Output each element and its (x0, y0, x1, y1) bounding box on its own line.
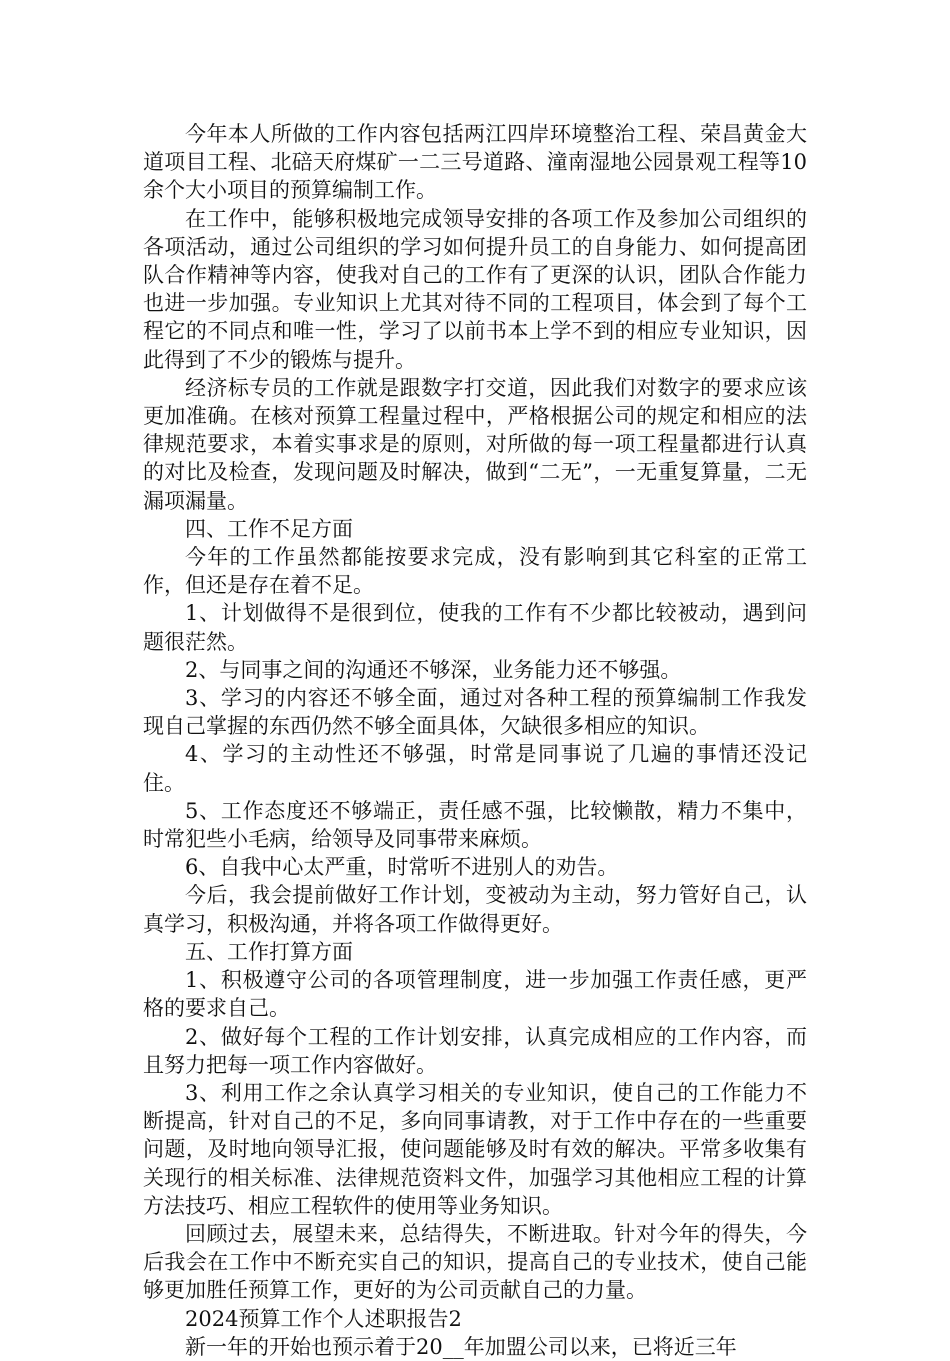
list-item-plan-3: 3、利用工作之余认真学习相关的专业知识，使自己的工作能力不断提高，针对自己的不足，多向同事请教，对于工作中存在的一些重要问题，及时地向领导汇报，使问题能够及时有效的解决。平常多收集有关现行的相关标准、法律规范资料文件，加强学习其他相应工程的计算方法技巧、相应工程软件的使用等业务知识。 (143, 1080, 807, 1218)
paragraph-work-attitude: 在工作中，能够积极地完成领导安排的各项工作及参加公司组织的各项活动，通过公司组织的学习如何提升员工的自身能力、如何提高团队合作精神等内容，使我对自己的工作有了更深的认识，团队合作能力也进一步加强。专业知识上尤其对待不同的工程项目，体会到了每个工程它的不同点和唯一性，学习了以前书本上学不到的相应专业知识，因此得到了不少的锻炼与提升。 (143, 206, 807, 372)
list-item-plan-2: 2、做好每个工程的工作计划安排，认真完成相应的工作内容，而且努力把每一项工作内容做好。 (143, 1024, 807, 1077)
document-body (143, 120, 807, 1361)
list-item-shortcoming-5: 5、工作态度还不够端正，责任感不强，比较懒散，精力不集中，时常犯些小毛病，给领导及同事带来麻烦。 (143, 798, 807, 852)
paragraph-accuracy: 经济标专员的工作就是跟数字打交道，因此我们对数字的要求应该更加准确。在核对预算工程量过程中，严格根据公司的规定和相应的法律规范要求，本着实事求是的原则，对所做的每一项工程量都进行认真的对比及检查，发现问题及时解决，做到“二无”，一无重复算量，二无漏项漏量。 (143, 375, 807, 513)
list-item-shortcoming-1: 1、计划做得不是很到位，使我的工作有不少都比较被动，遇到问题很茫然。 (143, 601, 807, 654)
list-item-shortcoming-6: 6、自我中心太严重，时常听不进别人的劝告。 (185, 855, 619, 880)
report-title-2: 2024预算工作个人述职报告2 (185, 1306, 462, 1331)
list-item-shortcoming-3: 3、学习的内容还不够全面，通过对各种工程的预算编制工作我发现自己掌握的东西仍然不够全面具体，欠缺很多相应的知识。 (143, 686, 807, 739)
paragraph-conclusion: 回顾过去，展望未来，总结得失，不断进取。针对今年的得失，今后我会在工作中不断充实自己的知识，提高自己的专业技术，使自己能够更加胜任预算工作，更好的为公司贡献自己的力量。 (143, 1221, 807, 1303)
list-item-shortcoming-2: 2、与同事之间的沟通还不够深，业务能力还不够强。 (185, 657, 682, 682)
paragraph-report-2-opening: 新一年的开始也预示着于20__年加盟公司以来，已将近三年 (185, 1334, 737, 1359)
section-heading-shortcomings: 四、工作不足方面 (185, 516, 353, 541)
section-heading-plans: 五、工作打算方面 (185, 939, 353, 964)
paragraph-shortcomings-intro: 今年的工作虽然都能按要求完成，没有影响到其它科室的正常工作，但还是存在着不足。 (143, 545, 807, 598)
paragraph-projects: 今年本人所做的工作内容包括两江四岸环境整治工程、荣昌黄金大道项目工程、北碚天府煤矿一二三号道路、潼南湿地公园景观工程等10余个大小项目的预算编制工作。 (143, 122, 807, 203)
list-item-plan-1: 1、积极遵守公司的各项管理制度，进一步加强工作责任感，更严格的要求自己。 (143, 968, 807, 1021)
paragraph-future-commitment: 今后，我会提前做好工作计划，变被动为主动，努力管好自己，认真学习，积极沟通，并将各项工作做得更好。 (143, 883, 807, 936)
list-item-shortcoming-4: 4、学习的主动性还不够强，时常是同事说了几遍的事情还没记住。 (143, 742, 807, 795)
